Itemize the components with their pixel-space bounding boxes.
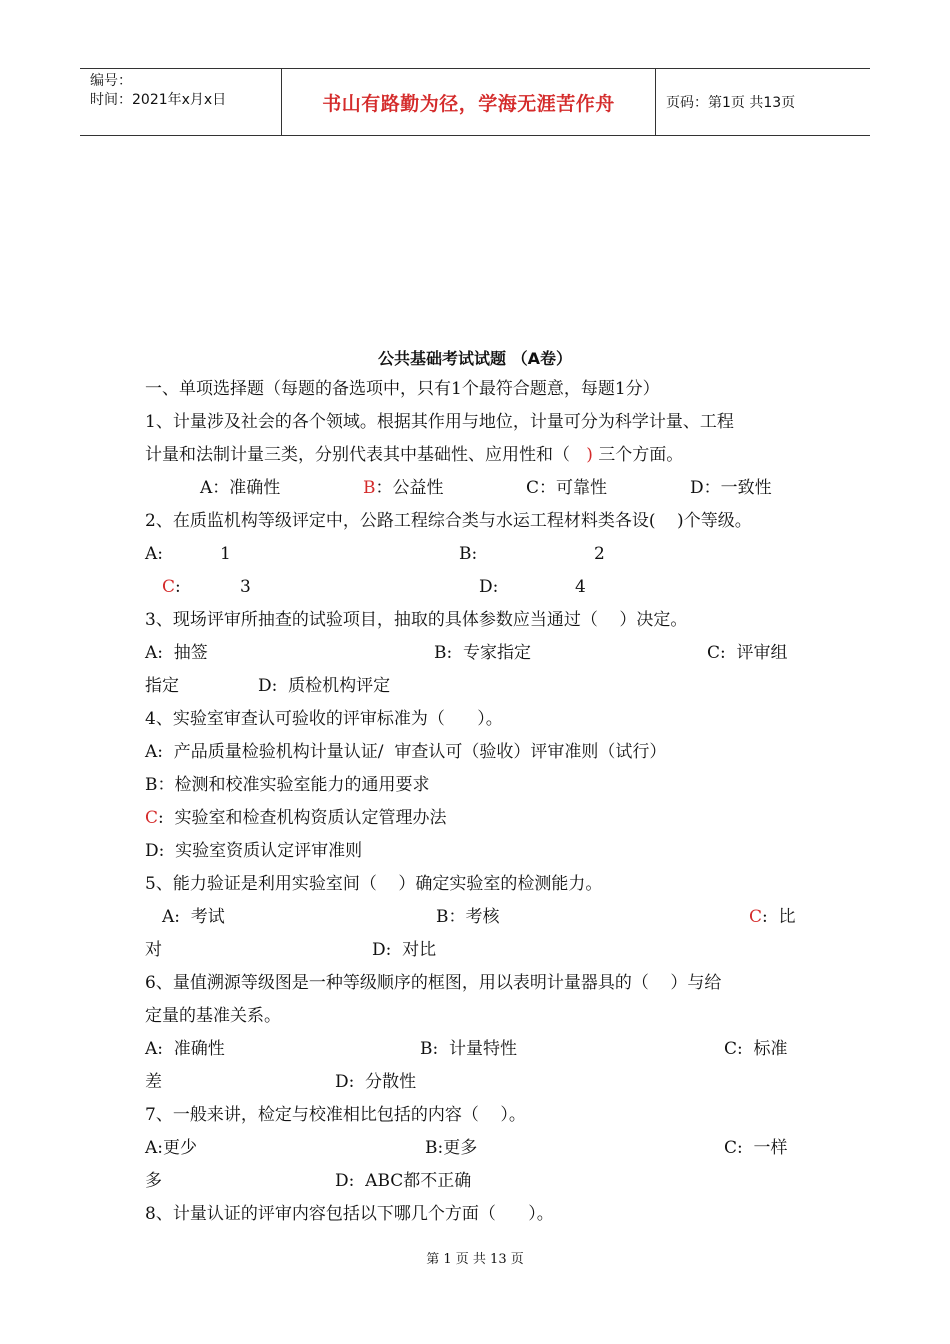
header-number: 编号：	[90, 73, 132, 89]
q5-option-a: A: 考试	[162, 907, 225, 927]
q2-option-d: 4	[575, 577, 586, 597]
q4-stem: 4、实验室审查认可验收的评审标准为（ ）。	[145, 709, 503, 729]
q6-option-b: B: 计量特性	[420, 1039, 518, 1059]
q2-option-d-label: D:	[479, 577, 499, 597]
q7-option-c-cont: 多	[145, 1171, 162, 1191]
q3-option-c: C: 评审组	[707, 643, 788, 663]
section-heading: 一、单项选择题（每题的备选项中，只有1个最符合题意，每题1分）	[145, 379, 660, 399]
q7-option-a: A:更少	[145, 1138, 198, 1158]
q5-option-b: B：考核	[436, 907, 500, 927]
q8-stem: 8、计量认证的评审内容包括以下哪几个方面（ ）。	[145, 1204, 554, 1224]
q3-option-b: B: 专家指定	[434, 643, 532, 663]
q1-stem-line1: 1、计量涉及社会的各个领域。根据其作用与地位，计量可分为科学计量、工程	[145, 412, 734, 432]
q6-option-c: C: 标准	[724, 1039, 788, 1059]
header-meta	[80, 69, 281, 135]
q2-option-c: 3	[240, 577, 251, 597]
q1-stem-line2: 计量和法制计量三类，分别代表其中基础性、应用性和（ ) 三个方面。	[145, 445, 684, 465]
q7-option-c: C: 一样	[724, 1138, 788, 1158]
q2-option-b: 2	[594, 544, 605, 564]
q3-option-d: D: 质检机构评定	[258, 676, 391, 696]
q2-option-a: 1	[220, 544, 231, 564]
q5-option-c-cont: 对	[145, 940, 162, 960]
q1-option-a: A：准确性	[200, 478, 281, 498]
q4-option-c: C: 实验室和检查机构资质认定管理办法	[145, 808, 447, 828]
q1-option-d: D：一致性	[690, 478, 772, 498]
q4-option-a: A: 产品质量检验机构计量认证/ 审查认可（验收）评审准则（试行）	[145, 742, 667, 762]
page-header	[80, 68, 870, 136]
exam-title: 公共基础考试试题 （A卷）	[378, 349, 572, 368]
q6-stem-line1: 6、量值溯源等级图是一种等级顺序的框图，用以表明计量器具的（ ）与给	[145, 973, 722, 993]
q3-option-c-cont: 指定	[145, 676, 179, 696]
q6-stem-line2: 定量的基准关系。	[145, 1006, 281, 1026]
q5-option-d: D: 对比	[372, 940, 437, 960]
q4-option-d: D: 实验室资质认定评审准则	[145, 841, 363, 861]
q2-option-b-label: B:	[459, 544, 478, 564]
header-motto: 书山有路勤为径，学海无涯苦作舟	[281, 69, 656, 135]
q5-stem: 5、能力验证是利用实验室间（ ）确定实验室的检测能力。	[145, 874, 603, 894]
q3-option-a: A: 抽签	[145, 643, 208, 663]
page-footer: 第 1 页 共 13 页	[426, 1252, 524, 1267]
q7-option-d: D: ABC都不正确	[335, 1171, 472, 1191]
q5-option-c: C: 比	[749, 907, 796, 927]
q2-stem: 2、在质监机构等级评定中，公路工程综合类与水运工程材料类各设( )个等级。	[145, 511, 752, 531]
q2-option-a-label: A:	[145, 544, 164, 564]
q6-option-a: A: 准确性	[145, 1039, 225, 1059]
q1-option-c: C：可靠性	[526, 478, 608, 498]
q2-option-c-label: C:	[162, 577, 181, 597]
q1-option-b: B：公益性	[363, 478, 444, 498]
q3-stem: 3、现场评审所抽查的试验项目，抽取的具体参数应当通过（ ）决定。	[145, 610, 688, 630]
q6-option-d: D: 分散性	[335, 1072, 417, 1092]
q4-option-b: B：检测和校准实验室能力的通用要求	[145, 775, 430, 795]
q7-stem: 7、一般来讲，检定与校准相比包括的内容（ ）。	[145, 1105, 526, 1125]
header-page-info: 页码：第1页 共13页	[666, 95, 796, 111]
header-time: 时间：2021年x月x日	[90, 92, 227, 108]
q6-option-c-cont: 差	[145, 1072, 162, 1092]
q7-option-b: B:更多	[425, 1138, 478, 1158]
